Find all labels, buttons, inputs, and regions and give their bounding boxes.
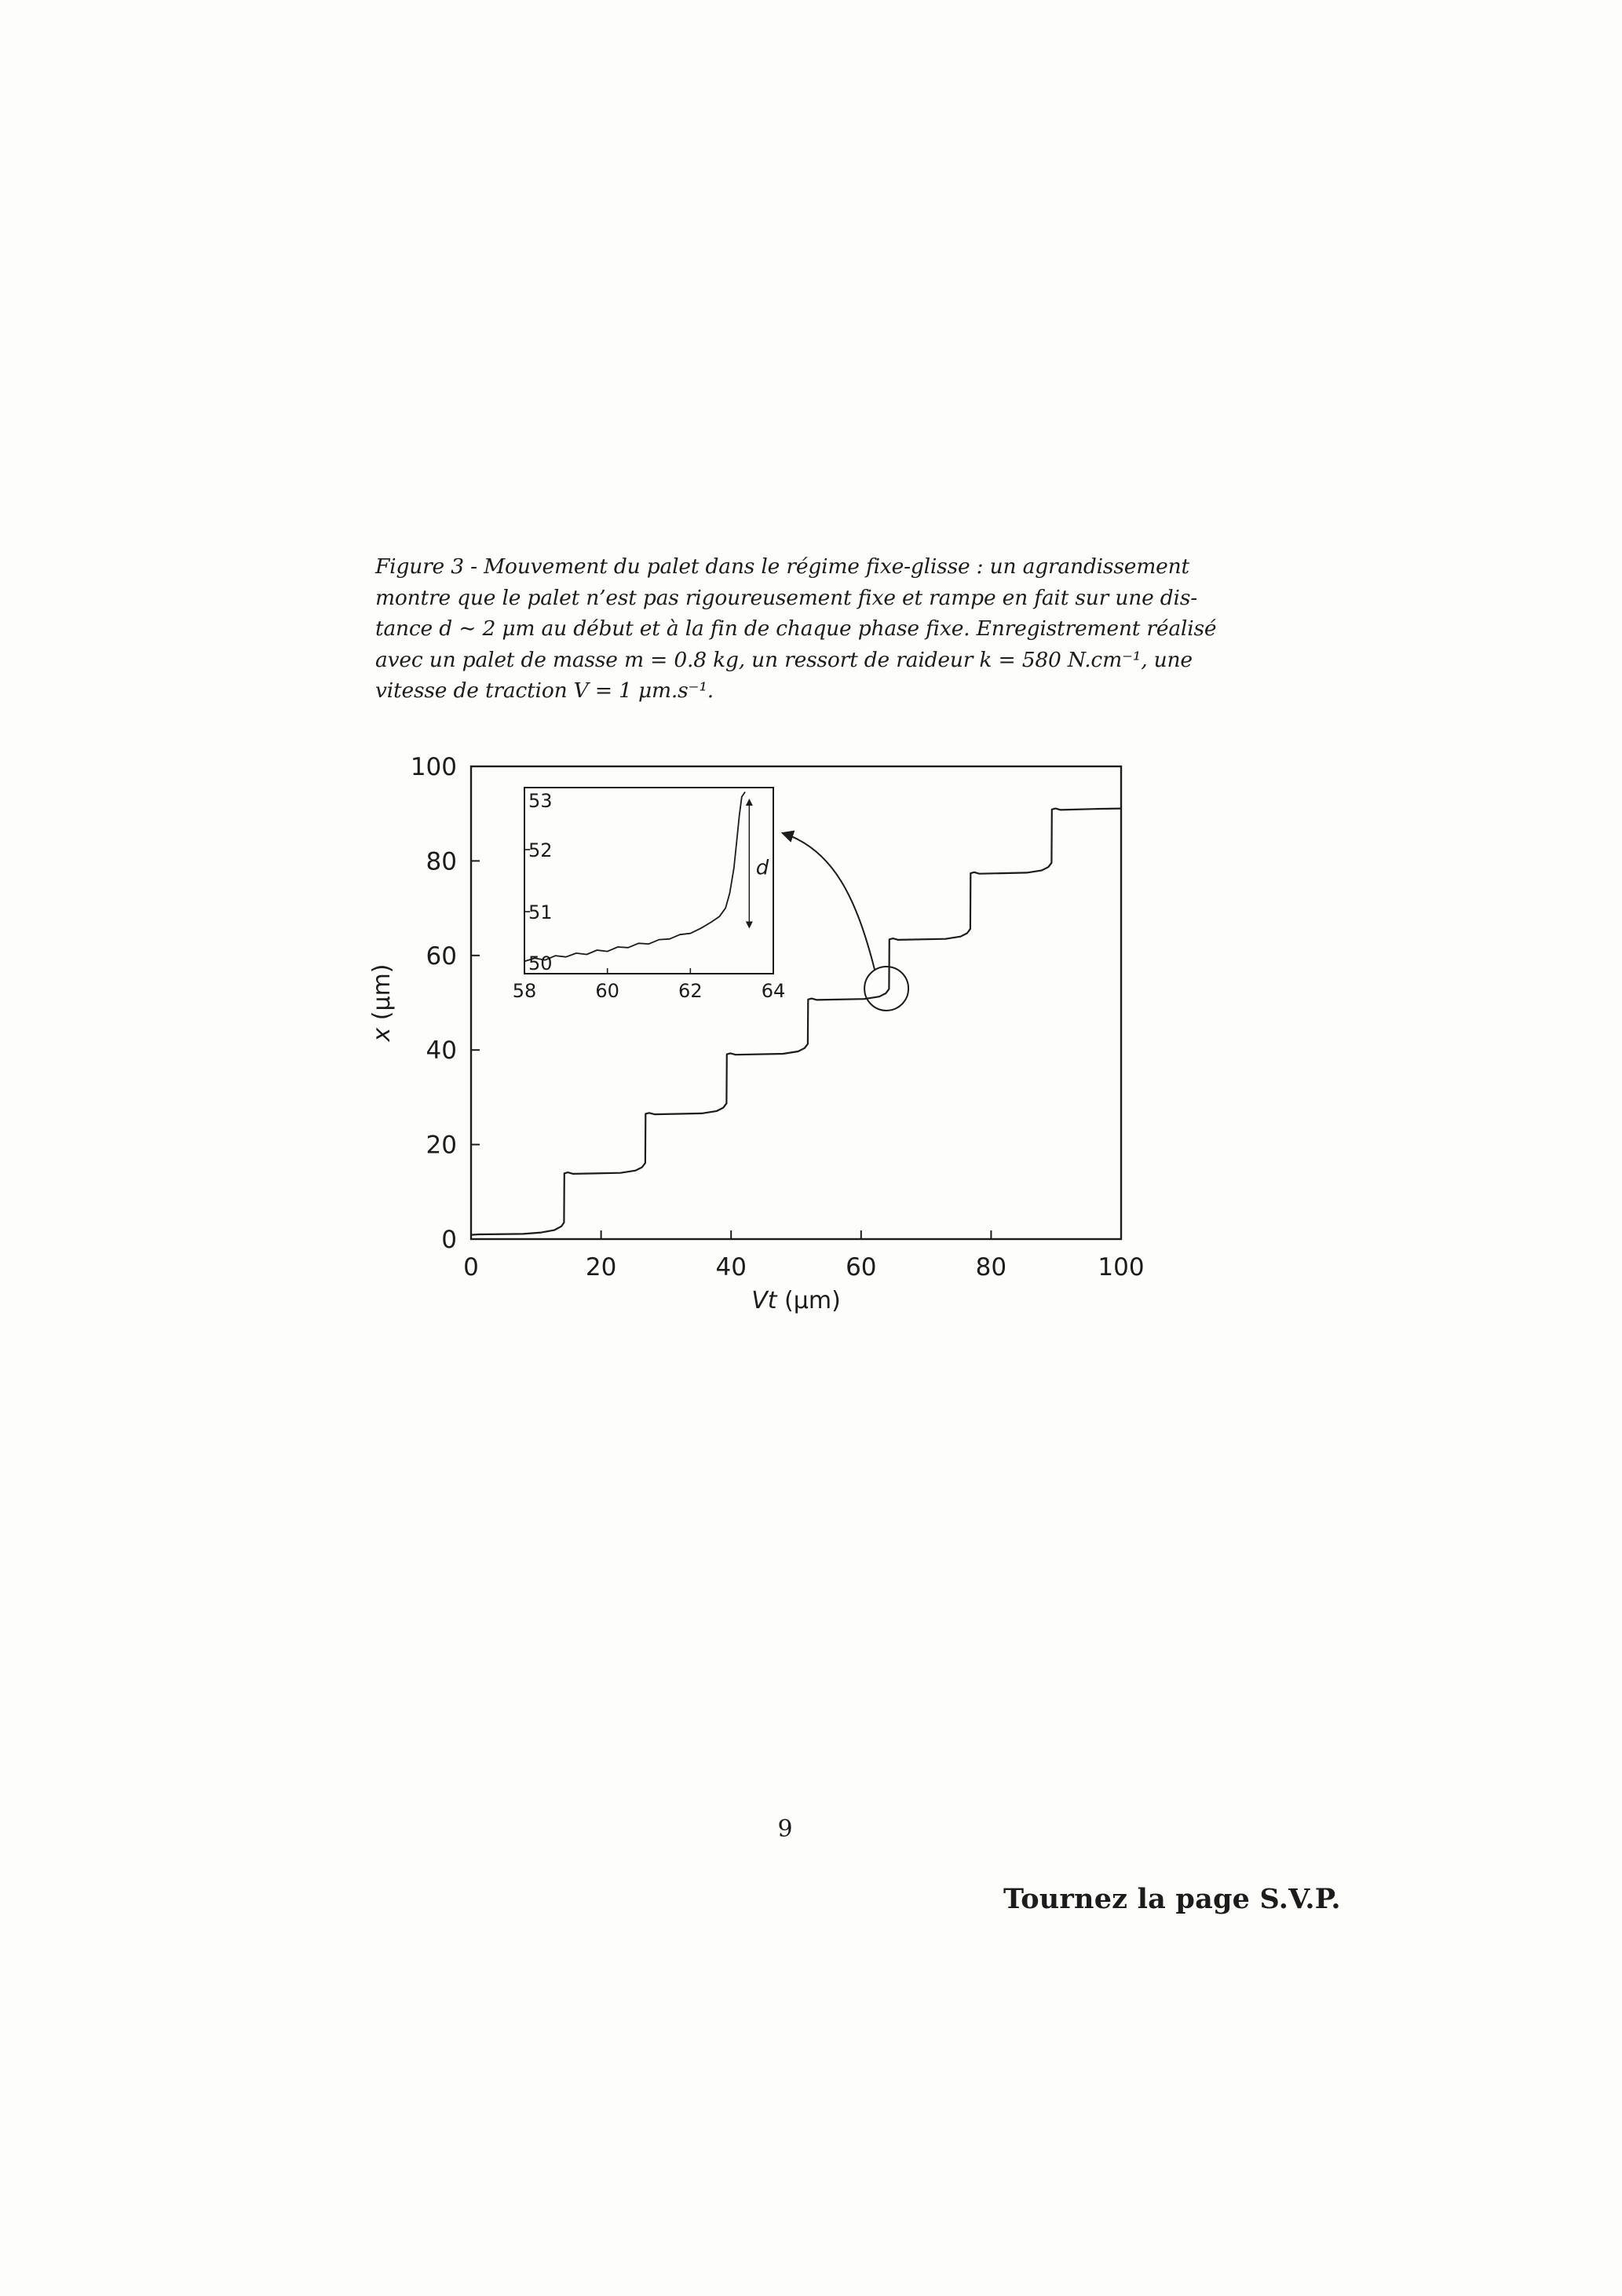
zoom-circle	[864, 967, 908, 1011]
zoom-connector-arrow	[783, 833, 875, 970]
d-label: d	[755, 856, 769, 880]
y-tick-label: 100	[410, 753, 457, 781]
inset-x-tick-label: 62	[678, 980, 703, 1002]
caption-line-2: montre que le palet n’est pas rigoureusement fixe et rampe en fait sur une dis-	[375, 585, 1197, 610]
y-tick-label: 20	[426, 1131, 457, 1160]
stick-slip-chart	[345, 738, 1178, 1343]
x-tick-label: 20	[585, 1253, 617, 1281]
turn-page-note: Tournez la page S.V.P.	[1003, 1883, 1341, 1915]
inset-x-tick-label: 64	[761, 980, 786, 1002]
inset-y-tick-label: 50	[528, 952, 553, 974]
y-tick-label: 40	[426, 1036, 457, 1066]
caption-line-3: tance d ∼ 2 μm au début et à la fin de chaque phase fixe. Enregistrement réalisé	[375, 616, 1217, 641]
y-tick-label: 80	[426, 847, 457, 876]
x-axis-title: Vt (μm)	[751, 1287, 841, 1314]
figure-3-plot	[345, 738, 1178, 1343]
x-tick-label: 40	[715, 1253, 747, 1281]
x-tick-label: 100	[1098, 1253, 1145, 1281]
x-tick-label: 80	[975, 1253, 1007, 1281]
page-number: 9	[777, 1815, 793, 1843]
x-tick-label: 60	[846, 1253, 877, 1281]
inset-x-tick-label: 60	[595, 980, 619, 1002]
caption-line-5: vitesse de traction V = 1 μm.s⁻¹.	[375, 678, 714, 703]
x-tick-label: 0	[463, 1253, 479, 1281]
inset-y-tick-label: 53	[528, 790, 553, 812]
caption-line-1: Figure 3 - Mouvement du palet dans le régime fixe-glisse : un agrandissement	[375, 554, 1189, 579]
y-tick-label: 0	[441, 1226, 457, 1254]
inset-y-tick-label: 52	[528, 839, 553, 861]
y-axis-title: x (μm)	[368, 963, 396, 1042]
caption-line-4: avec un palet de masse m = 0.8 kg, un ressort de raideur k = 580 N.cm⁻¹, une	[375, 647, 1193, 672]
y-tick-label: 60	[426, 941, 457, 971]
inset-x-tick-label: 58	[512, 980, 537, 1002]
inset-y-tick-label: 51	[528, 901, 553, 923]
figure-caption	[375, 551, 1216, 707]
inset-plot	[513, 788, 786, 1002]
